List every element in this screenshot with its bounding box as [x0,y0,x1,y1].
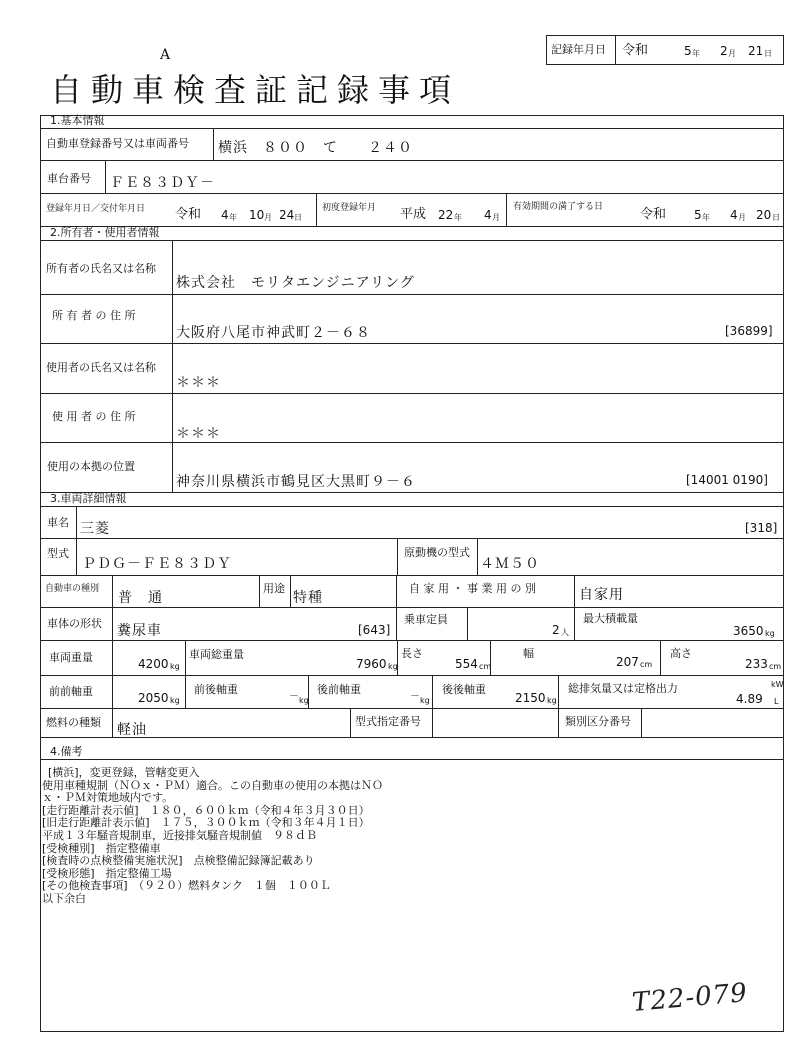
disp-label: 総排気量又は定格出力 [568,682,678,695]
maker-code: [318] [745,521,778,535]
engine-value: ４Ｍ５０ [480,556,540,572]
owner-addr-value: 大阪府八尾市神武町２－６８ [176,325,371,341]
reg-no-label: 自動車登録番号又は車両番号 [46,137,189,150]
body-label: 車体の形状 [47,617,102,630]
owner-addr-code: [36899] [725,324,773,338]
body-code: [643] [358,623,391,637]
width-label: 幅 [523,647,534,660]
private-label: 自 家 用 ・ 事 業 用 の 別 [409,582,536,595]
handwritten-note: T22-079 [630,978,749,1018]
note-line: 以下余白 [42,891,86,905]
owner-name-value: 株式会社 モリタエンジニアリング [176,275,415,291]
body-value: 糞尿車 [117,623,162,639]
max-load-label: 最大積載量 [583,612,638,625]
base-label: 使用の本拠の位置 [47,460,135,473]
section-notes-heading: 4.備考 [50,745,83,758]
reg-no-value: 横浜 ８００ て ２４０ [218,140,413,156]
user-addr-value: ＊＊＊ [176,426,221,442]
ff-axle-label: 前前軸重 [49,685,93,698]
maker-value: 三菱 [80,521,110,537]
chassis-label: 車台番号 [47,172,91,185]
private-value: 自家用 [579,587,624,603]
owner-name-label: 所有者の氏名又は名称 [46,262,156,275]
weight-label: 車両重量 [49,651,93,664]
height-label: 高さ [670,647,692,660]
rr-axle-label: 後後軸重 [442,683,486,696]
note-line: [受検形態] 指定整備工場 [42,866,172,880]
section-owner-heading: 2.所有者・使用者情報 [50,226,160,239]
form-letter: A [160,47,171,63]
use-label: 用途 [263,582,285,595]
section-vehicle-heading: 3.車両詳細情報 [50,492,127,505]
owner-addr-label: 所 有 者 の 住 所 [52,309,136,322]
engine-label: 原動機の型式 [404,546,470,559]
kind-value: 普 通 [118,590,163,606]
note-line: [横浜]，変更登録，管轄変更入 [48,766,200,779]
disp-unit-kw: kW [771,680,784,689]
document-title: 自動車検査証記録事項 [50,71,461,109]
fr-axle-label: 前後軸重 [194,683,238,696]
reg-date-label: 登録年月日／交付年月日 [46,204,146,214]
type-design-label: 型式指定番号 [355,715,421,728]
user-name-value: ＊＊＊ [176,375,221,391]
user-name-label: 使用者の氏名又は名称 [46,361,156,374]
use-value: 特種 [293,590,323,606]
fuel-value: 軽油 [117,722,147,738]
note-line: 平成１３年騒音規制車，近接排気騒音規制値 ９８ｄＢ [42,828,317,842]
note-line: ｘ・ＰＭ対策地域内です。 [42,791,174,805]
note-line: [旧走行距離計表示値] １７５，３００ｋｍ（令和３年４月１日） [42,816,370,830]
length-label: 長さ [401,647,423,660]
expiry-label: 有効期間の満了する日 [513,202,604,212]
capacity-label: 乗車定員 [404,613,448,626]
base-value: 神奈川県横浜市鶴見区大黒町９－６ [176,474,416,490]
rf-axle-label: 後前軸重 [317,683,361,696]
notes-text [40,767,780,906]
class-label: 類別区分番号 [565,715,631,728]
note-line: 使用車種規制（ＮＯｘ・ＰＭ）適合。この自動車の使用の本拠はＮＯ [42,778,383,792]
note-line: [受検種別] 指定整備車 [42,841,161,855]
kind-label: 自動車の種別 [45,584,100,594]
base-code: [14001 0190] [686,473,768,487]
model-label: 型式 [47,547,69,560]
note-line: [走行距離計表示値] １８０，６００ｋｍ（令和４年３月３０日） [42,803,370,817]
user-addr-label: 使 用 者 の 住 所 [52,410,136,423]
fuel-label: 燃料の種類 [46,716,101,729]
record-date-label: 記録年月日 [551,43,606,56]
chassis-value: ＦＥ８３ＤＹ－ [110,175,215,191]
gross-label: 車両総重量 [189,648,244,661]
maker-label: 車名 [47,516,69,529]
note-line: [その他検査事項] （９２０）燃料タンク １個 １００Ｌ [42,879,331,893]
note-line: [検査時の点検整備実施状況] 点検整備記録簿記載あり [42,854,315,868]
first-reg-label: 初度登録年月 [322,203,377,213]
model-value: ＰＤＧ－ＦＥ８３ＤＹ [82,556,232,572]
section-basic-heading: 1.基本情報 [50,114,105,127]
